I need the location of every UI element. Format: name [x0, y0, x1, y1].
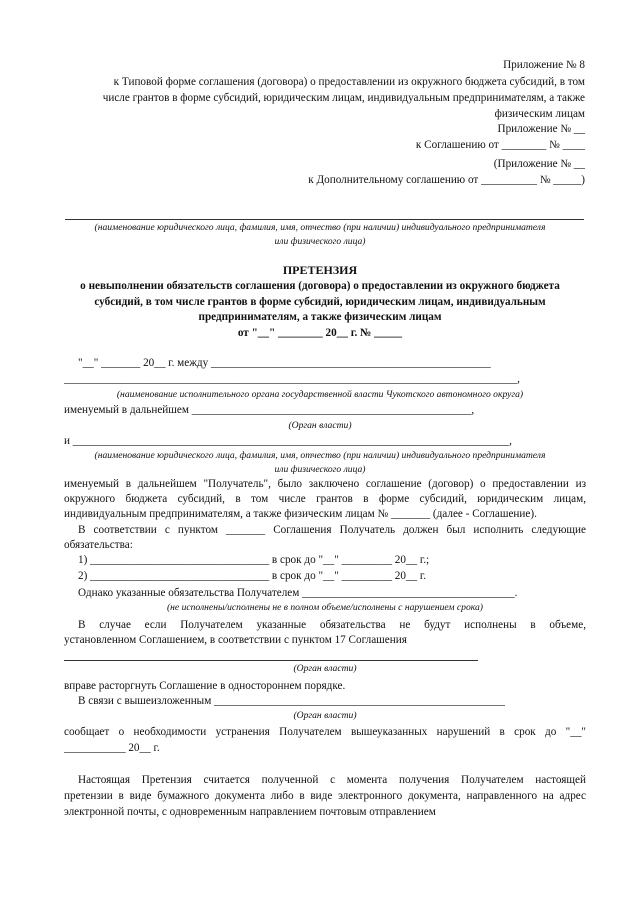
paragraph-3-line-1: В случае если Получателем указанные обязательства не будут исполнены в объеме,	[78, 619, 586, 631]
however-caption: (не исполнены/исполнены не в полном объеме/исполнены с нарушением срока)	[166, 602, 484, 613]
organ-caption-2: (Орган власти)	[293, 663, 357, 674]
paragraph-1-line-2: окружного бюджета субсидий, в том числе грантов в форме субсидий, юридическим лицам,	[64, 493, 586, 505]
paragraph-2-line-1: В соответствии с пунктом _______ Соглашения Получатель должен был исполнить следующие	[78, 524, 586, 536]
party-caption-line-1: (наименование юридического лица, фамилия, имя, отчество (при наличии) индивидуального предпринимателя	[94, 450, 546, 461]
paragraph-1-line-1: именуемый в дальнейшем "Получатель", было заключено соглашение (договор) о предоставлении из	[64, 478, 586, 490]
title-date-number: от "__" ________ 20__ г. № _____	[237, 327, 403, 339]
recipient-name-line	[65, 219, 584, 220]
date-parties-line: "__" _______ 20__ г. между __________________________________________________	[78, 357, 491, 369]
recipient-caption-line-2: или физического лица)	[274, 236, 366, 247]
paragraph-5-line-2: претензии в виде бумажного документа либо в виде электронного документа, направленного на адрес	[64, 790, 586, 802]
title-line-2: субсидий, в том числе грантов в форме субсидий, юридическим лицам, индивидуальным	[94, 296, 546, 308]
however-line: Однако указанные обязательства Получателем ______________________________________.	[78, 587, 518, 599]
appendix-ref-line-3: физическим лицам	[494, 108, 585, 120]
authority-caption: (наименование исполнительного органа государственной власти Чукотского автономного округа)	[116, 389, 524, 400]
paragraph-4-line-1: сообщает о необходимости устранения Получателем вышеуказанных нарушений в срок до "__"	[64, 726, 586, 738]
organ-caption-1: (Орган власти)	[288, 420, 352, 431]
authority-name-line: _________________________________________________________________________________,	[64, 373, 520, 385]
title-line-3: предпринимателям, а также физическим лицам	[198, 311, 442, 323]
paragraph-1-line-3: индивидуальным предпринимателям, а также физическим лицам № _______ (далее - Соглашение).	[64, 508, 537, 520]
title-line-1: о невыполнении обязательств соглашения (договора) о предоставлении из окружного бюджета	[80, 280, 560, 292]
party-caption-line-2: или физического лица)	[274, 464, 366, 475]
appendix-ref-line-2: числе грантов в форме субсидий, юридическим лицам, индивидуальным предпринимателям, а также	[102, 92, 585, 104]
additional-agreement-reference: к Дополнительному соглашению от __________ № _____)	[308, 174, 585, 186]
hereinafter-authority-line: именуемый в дальнейшем __________________________________________________,	[64, 404, 475, 416]
paragraph-5-line-1: Настоящая Претензия считается полученной с момента получения Получателем настоящей	[78, 774, 586, 786]
and-party-line: и ______________________________________________________________________________,	[64, 435, 512, 447]
appendix-ref-line-1: к Типовой форме соглашения (договора) о предоставлении из окружного бюджета субсидий, в том	[113, 76, 585, 88]
organ-name-line-2	[64, 660, 478, 661]
obligation-item-2: 2) ________________________________ в срок до "__" _________ 20__ г.	[78, 570, 427, 582]
may-terminate-line: вправе расторгнуть Соглашение в одностороннем порядке.	[64, 680, 346, 692]
paragraph-4-line-2: ___________ 20__ г.	[64, 742, 160, 754]
paragraph-2-line-2: обязательства:	[64, 539, 133, 551]
agreement-reference: к Соглашению от ________ № ____	[415, 139, 585, 151]
agreement-appendix-number: Приложение № __	[497, 123, 585, 135]
paragraph-3-line-2: установленном Соглашением, в соответствии с пунктом 17 Соглашения	[64, 634, 407, 646]
paragraph-5-line-3: электронной почты, с одновременным направлением почтовым отправлением	[64, 806, 436, 818]
appendix-number: Приложение № 8	[503, 59, 585, 71]
obligation-item-1: 1) ________________________________ в срок до "__" _________ 20__ г.;	[78, 554, 430, 566]
recipient-caption-line-1: (наименование юридического лица, фамилия, имя, отчество (при наличии) индивидуального предпринимателя	[94, 222, 546, 233]
in-connection-line: В связи с вышеизложенным ____________________________________________________	[78, 695, 505, 707]
organ-caption-3: (Орган власти)	[293, 710, 357, 721]
additional-appendix-number: (Приложение № __	[493, 158, 585, 170]
document-title: ПРЕТЕНЗИЯ	[282, 263, 358, 277]
